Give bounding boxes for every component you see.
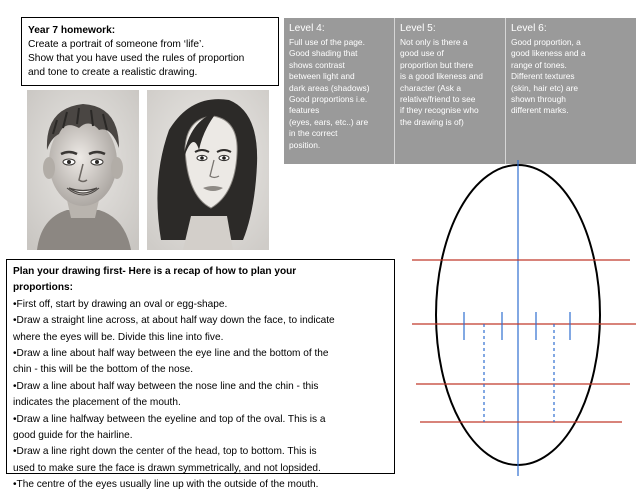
plan-line: chin - this will be the bottom of the nose. xyxy=(13,364,194,376)
level-line: Different textures xyxy=(511,71,575,82)
level-line: Good shading that xyxy=(289,48,358,59)
level-line: character (Ask a xyxy=(400,82,461,93)
plan-heading xyxy=(13,264,388,297)
level-line: shown through xyxy=(511,94,566,105)
plan-line: •Draw a line about half way between the eye line and the bottom of the xyxy=(13,348,329,360)
boy-portrait-drawing xyxy=(27,90,139,250)
level-title: Level 4: xyxy=(289,23,325,34)
level-title: Level 6: xyxy=(511,23,547,34)
plan-line: •The centre of the eyes usually line up with the outside of the mouth. xyxy=(13,479,319,491)
face-proportion-diagram xyxy=(398,160,636,476)
plan-heading-line: proportions: xyxy=(13,282,73,294)
level-line: position. xyxy=(289,139,321,150)
level-line: features xyxy=(289,105,320,116)
level-6-column xyxy=(506,18,636,164)
level-line: between light and xyxy=(289,71,355,82)
level-5-column xyxy=(395,18,506,164)
plan-line: used to make sure the face is drawn symmetrically, and not lopsided. xyxy=(13,462,321,474)
plan-line: •Draw a line right down the center of the head, top to bottom. This is xyxy=(13,446,317,458)
level-criteria-table xyxy=(284,18,636,164)
level-line: good use of xyxy=(400,48,444,59)
level-line: dark areas (shadows) xyxy=(289,82,370,93)
level-line: is a good likeness and xyxy=(400,71,483,82)
level-title: Level 5: xyxy=(400,23,436,34)
homework-line: Show that you have used the rules of proportion xyxy=(28,53,245,64)
level-line: good likeness and a xyxy=(511,48,586,59)
homework-title: Year 7 homework: xyxy=(28,25,116,36)
level-line: Good proportion, a xyxy=(511,37,581,47)
plan-line: •First off, start by drawing an oval or egg-shape. xyxy=(13,298,228,310)
level-line: Good proportions i.e. xyxy=(289,94,368,105)
level-line: (eyes, ears, etc..) are xyxy=(289,116,369,127)
level-line: shows contrast xyxy=(289,59,345,70)
level-line: if they recognise who xyxy=(400,105,479,116)
level-line: range of tones. xyxy=(511,59,567,70)
plan-line: •Draw a straight line across, at about half way down the face, to indicate xyxy=(13,315,335,327)
plan-line: good guide for the hairline. xyxy=(13,430,133,442)
homework-box xyxy=(21,17,279,86)
plan-line: •Draw a line about half way between the nose line and the chin - this xyxy=(13,380,319,392)
level-line: the drawing is of) xyxy=(400,116,464,127)
plan-line: where the eyes will be. Divide this line into five. xyxy=(13,331,224,343)
level-line: in the correct xyxy=(289,128,338,139)
homework-line: and tone to create a realistic drawing. xyxy=(28,67,198,78)
level-line: Full use of the page. xyxy=(289,37,365,47)
level-line: (skin, hair etc) are xyxy=(511,82,579,93)
level-4-column xyxy=(284,18,395,164)
plan-line: indicates the placement of the mouth. xyxy=(13,397,181,409)
level-line: Not only is there a xyxy=(400,37,468,47)
homework-line: Create a portrait of someone from ‘life’. xyxy=(28,39,205,50)
girl-portrait-drawing xyxy=(147,90,269,250)
plan-instructions-box xyxy=(6,259,395,491)
plan-heading-line: Plan your drawing first- Here is a recap of how to plan your xyxy=(13,266,297,277)
level-line: different marks. xyxy=(511,105,569,116)
level-line: proportion but there xyxy=(400,59,474,70)
level-line: relative/friend to see xyxy=(400,94,476,105)
plan-line: •Draw a line halfway between the eyeline and top of the oval. This is a xyxy=(13,413,326,425)
